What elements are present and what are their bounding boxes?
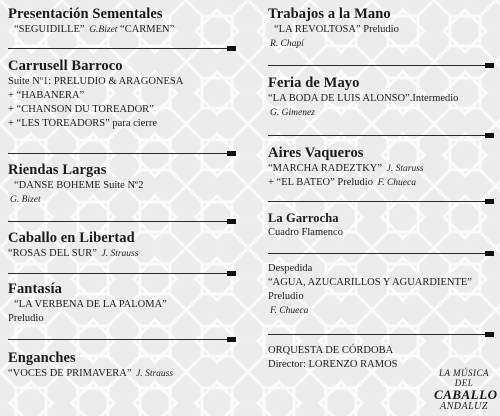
section-title: La Garrocha [268,211,339,225]
section-divider [8,273,236,274]
program-section [268,6,494,51]
section-title: Feria de Mayo [268,75,360,91]
section-line: “LA REVOLTOSA” Preludio [274,24,399,35]
logo-line-2: CABALLO [434,387,498,402]
section-divider [268,135,494,136]
section-title: Trabajos a la Mano [268,6,391,22]
section-divider [8,339,236,340]
section-title: Caballo en Libertad [8,230,135,246]
section-line: “SEGUIDILLE” G.Bizet “CARMEN” [14,24,175,35]
section-line: Preludio [8,313,44,324]
section-title: Aires Vaqueros [268,145,364,161]
section-title: Riendas Largas [8,162,107,178]
section-line: “AGUA, AZUCARILLOS Y AGUARDIENTE” [268,277,472,288]
program-section [8,281,236,326]
section-line: “LA BODA DE LUIS ALONSO”.Intermedio [268,93,459,104]
section-divider [8,48,236,49]
section-divider [268,201,494,202]
section-line: R. Chapí [270,39,304,49]
section-title: Fantasía [8,281,62,297]
program-section [8,350,236,381]
section-line: Cuadro Flamenco [268,227,343,238]
section-line: F. Chueca [270,306,309,316]
section-line: G. Gimenez [270,108,315,118]
section-title: Carrusell Barroco [8,58,123,74]
program-section [268,262,494,318]
section-divider [8,153,236,154]
program-section [268,211,494,240]
program-section [8,6,236,37]
logo-line-3: ANDALUZ [440,401,488,412]
brand-logo [434,368,498,412]
section-line: “LA VERBENA DE LA PALOMA” [14,299,167,310]
section-divider [8,221,236,222]
program-section [268,145,494,190]
section-line: “VOCES DE PRIMAVERA” J. Strauss [8,368,174,379]
section-line: “ROSAS DEL SUR” J. Strauss [8,248,139,259]
program-section [8,230,236,261]
section-line: Despedida [268,263,313,274]
logo-line-1: LA MÚSICA DEL [438,368,490,388]
section-title: Enganches [8,350,76,366]
section-line: + “CHANSON DU TOREADOR” [8,104,154,115]
section-divider [268,65,494,66]
section-line: G. Bizet [10,195,41,205]
section-divider [268,334,494,335]
section-line: “DANSE BOHEME Suite Nº2 [14,180,144,191]
section-line: + “HABANERA” [8,90,85,101]
section-line: ORQUESTA DE CÓRDOBA [268,345,394,356]
section-line: “MARCHA RADEZTKY” J. Staruss [268,163,424,174]
program-section [8,162,236,207]
program-section [8,58,236,131]
section-line: + “EL BATEO” Preludio F. Chueca [268,177,416,188]
section-line: Director: LORENZO RAMOS [268,359,398,370]
section-line: Suite Nº1: PRELUDIO & ARAGONESA [8,76,184,87]
section-title: Presentación Sementales [8,6,163,22]
section-line: Preludio [268,291,304,302]
section-divider [268,253,494,254]
section-line: + “LES TOREADORS” para cierre [8,118,157,129]
program-section [268,75,494,120]
